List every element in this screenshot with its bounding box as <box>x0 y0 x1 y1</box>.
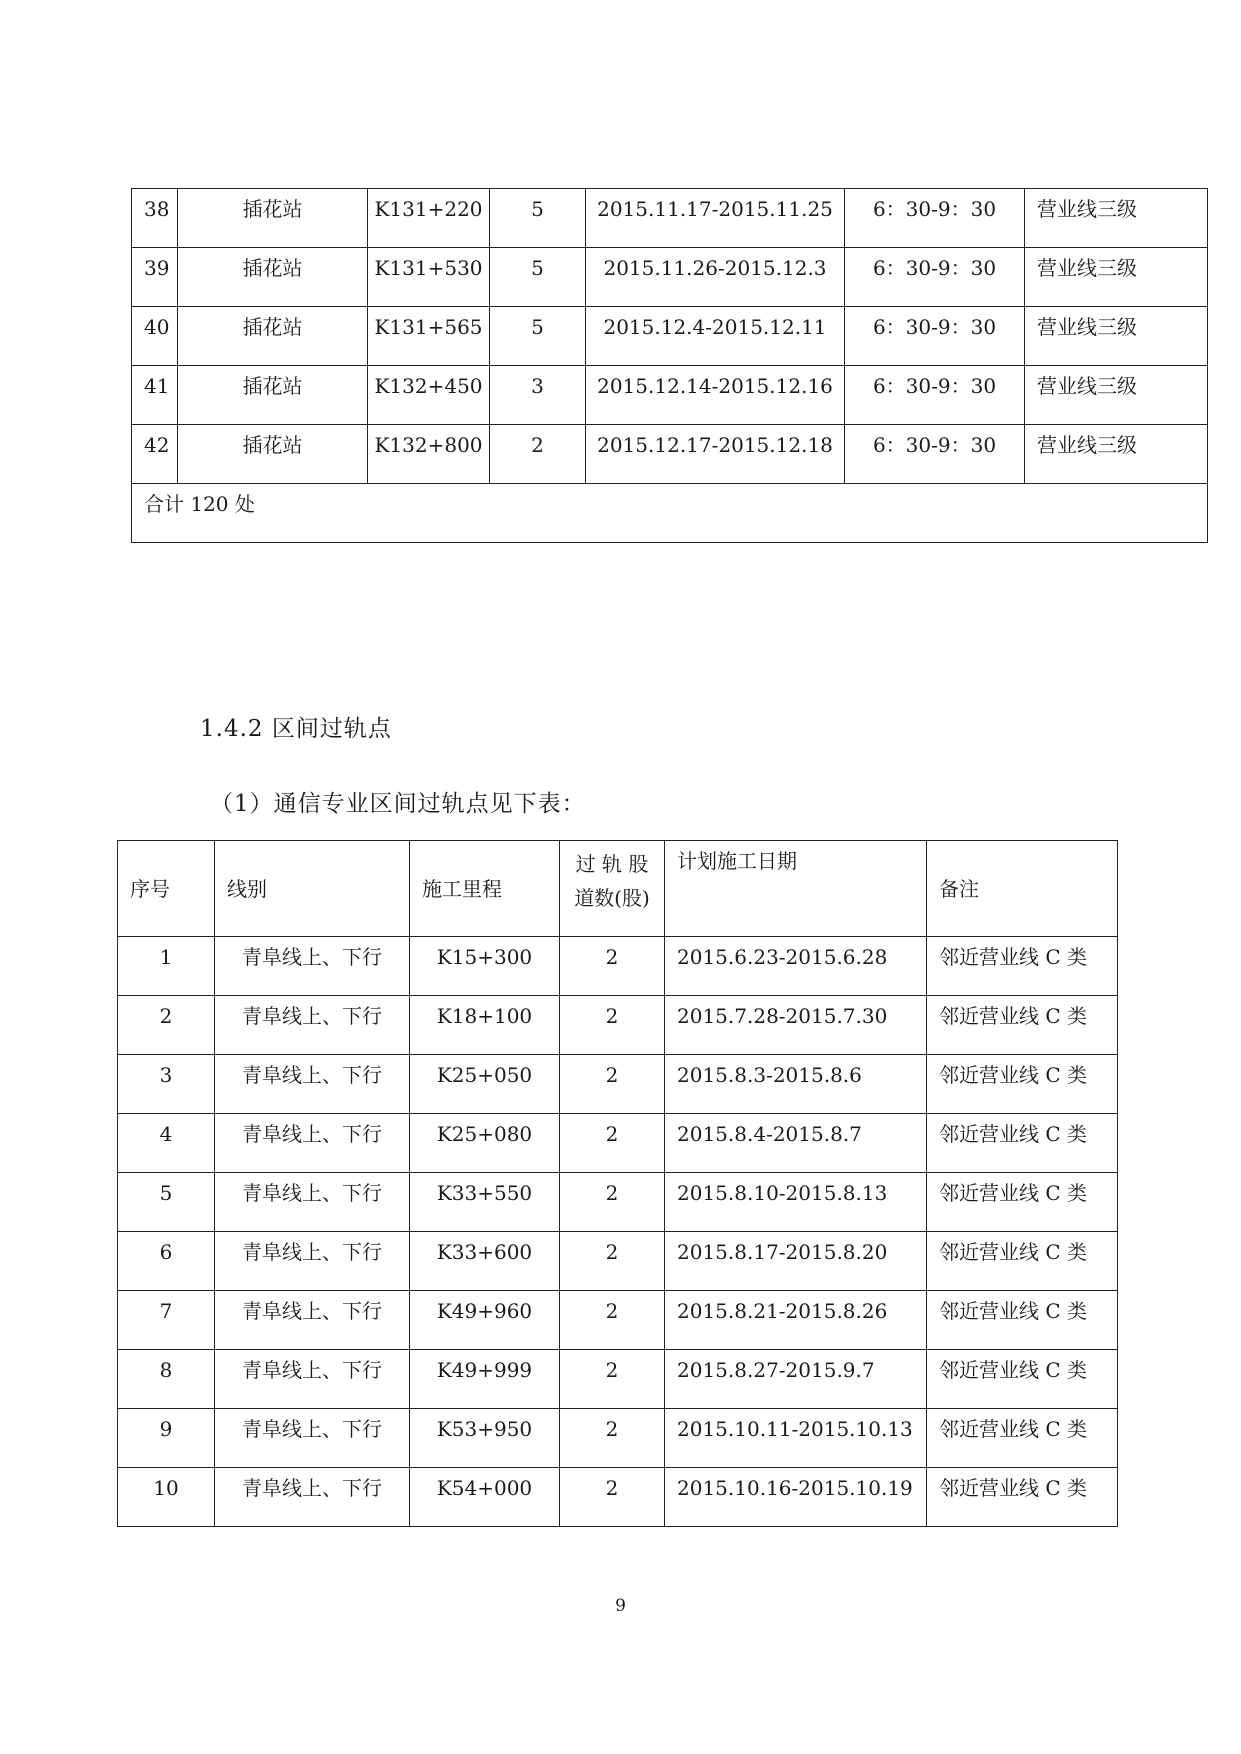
time-window: 6：30-9：30 <box>845 189 1025 248</box>
header-no: 序号 <box>118 841 215 937</box>
line-name: 青阜线上、下行 <box>215 1350 410 1409</box>
table-row <box>118 1173 1118 1232</box>
mileage: K33+600 <box>410 1232 560 1291</box>
track-count: 2 <box>560 1055 665 1114</box>
mileage: K132+450 <box>368 366 490 425</box>
table-row <box>118 1291 1118 1350</box>
track-count: 2 <box>490 425 586 484</box>
mileage: K33+550 <box>410 1173 560 1232</box>
row-number: 4 <box>118 1114 215 1173</box>
table-row <box>132 248 1208 307</box>
station-name: 插花站 <box>178 366 368 425</box>
track-count: 2 <box>560 1409 665 1468</box>
date-range: 2015.10.16-2015.10.19 <box>665 1468 927 1527</box>
header-tracks-line1: 过 轨 股 <box>575 852 649 876</box>
time-window: 6：30-9：30 <box>845 366 1025 425</box>
line-name: 青阜线上、下行 <box>215 1055 410 1114</box>
date-range: 2015.11.26-2015.12.3 <box>586 248 845 307</box>
table-row <box>132 425 1208 484</box>
remark: 邻近营业线 C 类 <box>927 996 1118 1055</box>
header-plan-date: 计划施工日期 <box>665 841 927 937</box>
track-count: 2 <box>560 937 665 996</box>
interval-crossing-table-body <box>118 841 1118 1527</box>
section-intro: （1）通信专业区间过轨点见下表： <box>210 791 586 817</box>
date-range: 2015.8.17-2015.8.20 <box>665 1232 927 1291</box>
mileage: K54+000 <box>410 1468 560 1527</box>
header-tracks <box>560 841 665 937</box>
station-name: 插花站 <box>178 248 368 307</box>
table-row <box>132 307 1208 366</box>
construction-level: 营业线三级 <box>1025 248 1208 307</box>
table-row <box>132 366 1208 425</box>
track-count: 2 <box>560 1114 665 1173</box>
row-number: 41 <box>132 366 178 425</box>
mileage: K18+100 <box>410 996 560 1055</box>
header-mileage: 施工里程 <box>410 841 560 937</box>
interval-crossing-table <box>117 840 1118 1527</box>
row-number: 1 <box>118 937 215 996</box>
line-name: 青阜线上、下行 <box>215 1409 410 1468</box>
mileage: K131+565 <box>368 307 490 366</box>
row-number: 38 <box>132 189 178 248</box>
date-range: 2015.8.4-2015.8.7 <box>665 1114 927 1173</box>
mileage: K49+999 <box>410 1350 560 1409</box>
row-number: 42 <box>132 425 178 484</box>
remark: 邻近营业线 C 类 <box>927 1173 1118 1232</box>
track-count: 5 <box>490 248 586 307</box>
date-range: 2015.8.10-2015.8.13 <box>665 1173 927 1232</box>
table-row <box>118 937 1118 996</box>
table-row <box>118 1114 1118 1173</box>
date-range: 2015.12.17-2015.12.18 <box>586 425 845 484</box>
row-number: 8 <box>118 1350 215 1409</box>
row-number: 2 <box>118 996 215 1055</box>
track-count: 2 <box>560 1468 665 1527</box>
line-name: 青阜线上、下行 <box>215 1173 410 1232</box>
station-name: 插花站 <box>178 425 368 484</box>
construction-level: 营业线三级 <box>1025 425 1208 484</box>
time-window: 6：30-9：30 <box>845 425 1025 484</box>
station-crossing-table-body <box>132 189 1208 543</box>
track-count: 2 <box>560 1173 665 1232</box>
total-summary: 合计 120 处 <box>132 484 1208 543</box>
line-name: 青阜线上、下行 <box>215 937 410 996</box>
row-number: 10 <box>118 1468 215 1527</box>
mileage: K25+050 <box>410 1055 560 1114</box>
row-number: 7 <box>118 1291 215 1350</box>
line-name: 青阜线上、下行 <box>215 1114 410 1173</box>
table-header-row <box>118 841 1118 937</box>
remark: 邻近营业线 C 类 <box>927 1350 1118 1409</box>
mileage: K49+960 <box>410 1291 560 1350</box>
mileage: K25+080 <box>410 1114 560 1173</box>
mileage: K131+530 <box>368 248 490 307</box>
table-row <box>118 1055 1118 1114</box>
row-number: 6 <box>118 1232 215 1291</box>
date-range: 2015.10.11-2015.10.13 <box>665 1409 927 1468</box>
line-name: 青阜线上、下行 <box>215 1232 410 1291</box>
row-number: 39 <box>132 248 178 307</box>
station-name: 插花站 <box>178 189 368 248</box>
page-number: 9 <box>615 1596 626 1616</box>
row-number: 9 <box>118 1409 215 1468</box>
construction-level: 营业线三级 <box>1025 307 1208 366</box>
mileage: K15+300 <box>410 937 560 996</box>
construction-level: 营业线三级 <box>1025 189 1208 248</box>
row-number: 5 <box>118 1173 215 1232</box>
remark: 邻近营业线 C 类 <box>927 1232 1118 1291</box>
remark: 邻近营业线 C 类 <box>927 1114 1118 1173</box>
remark: 邻近营业线 C 类 <box>927 1055 1118 1114</box>
track-count: 2 <box>560 1350 665 1409</box>
mileage: K131+220 <box>368 189 490 248</box>
mileage: K53+950 <box>410 1409 560 1468</box>
line-name: 青阜线上、下行 <box>215 1291 410 1350</box>
row-number: 3 <box>118 1055 215 1114</box>
date-range: 2015.6.23-2015.6.28 <box>665 937 927 996</box>
construction-level: 营业线三级 <box>1025 366 1208 425</box>
line-name: 青阜线上、下行 <box>215 996 410 1055</box>
mileage: K132+800 <box>368 425 490 484</box>
table-row <box>118 1468 1118 1527</box>
header-line: 线别 <box>215 841 410 937</box>
total-row <box>132 484 1208 543</box>
track-count: 5 <box>490 307 586 366</box>
station-crossing-table <box>131 188 1208 543</box>
header-tracks-line2: 道数(股) <box>574 886 650 910</box>
track-count: 3 <box>490 366 586 425</box>
station-name: 插花站 <box>178 307 368 366</box>
header-remark: 备注 <box>927 841 1118 937</box>
date-range: 2015.8.21-2015.8.26 <box>665 1291 927 1350</box>
remark: 邻近营业线 C 类 <box>927 1468 1118 1527</box>
table-row <box>132 189 1208 248</box>
time-window: 6：30-9：30 <box>845 307 1025 366</box>
track-count: 5 <box>490 189 586 248</box>
date-range: 2015.12.14-2015.12.16 <box>586 366 845 425</box>
table-row <box>118 996 1118 1055</box>
track-count: 2 <box>560 1232 665 1291</box>
track-count: 2 <box>560 1291 665 1350</box>
time-window: 6：30-9：30 <box>845 248 1025 307</box>
row-number: 40 <box>132 307 178 366</box>
table-row <box>118 1409 1118 1468</box>
remark: 邻近营业线 C 类 <box>927 937 1118 996</box>
line-name: 青阜线上、下行 <box>215 1468 410 1527</box>
date-range: 2015.7.28-2015.7.30 <box>665 996 927 1055</box>
date-range: 2015.11.17-2015.11.25 <box>586 189 845 248</box>
section-heading: 1.4.2 区间过轨点 <box>200 716 392 742</box>
date-range: 2015.12.4-2015.12.11 <box>586 307 845 366</box>
table-row <box>118 1350 1118 1409</box>
track-count: 2 <box>560 996 665 1055</box>
date-range: 2015.8.3-2015.8.6 <box>665 1055 927 1114</box>
table-row <box>118 1232 1118 1291</box>
remark: 邻近营业线 C 类 <box>927 1409 1118 1468</box>
date-range: 2015.8.27-2015.9.7 <box>665 1350 927 1409</box>
remark: 邻近营业线 C 类 <box>927 1291 1118 1350</box>
